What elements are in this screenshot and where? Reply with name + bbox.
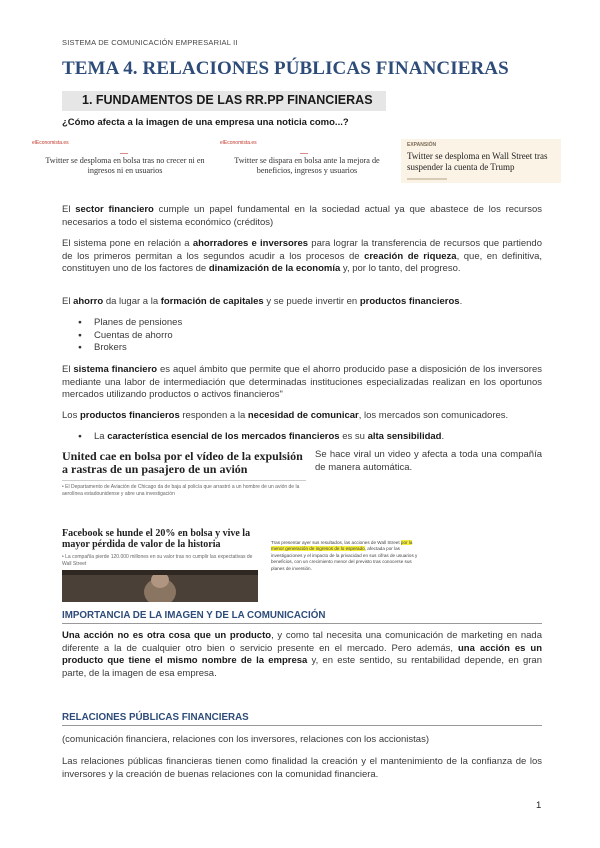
page-number: 1 xyxy=(536,800,542,811)
paragraph-sistema-financiero: El sistema financiero es aquel ámbito que permite que el ahorro producido pase a disposición de los inversores mediante una labor de intermediación que determinadas instituciones especializadas realizan en los oportunos mercados utilizando productos o activos financieros" xyxy=(62,364,542,401)
paragraph-finalidad: Las relaciones públicas financieras tienen como finalidad la creación y el mantenimiento de la confianza de los inversores y la creación de buenas relaciones con la comunidad financiera. xyxy=(62,756,542,780)
running-header: SISTEMA DE COMUNICACIÓN EMPRESARIAL II xyxy=(62,38,238,47)
list-item: ● Planes de pensiones xyxy=(78,317,182,330)
clipping-headline: Twitter se desploma en bolsa tras no crecer ni en ingresos ni en usuarios xyxy=(45,156,205,175)
divider xyxy=(300,153,308,154)
list-item: ● La característica esencial de los mercados financieros es su alta sensibilidad. xyxy=(78,431,444,444)
page-title: TEMA 4. RELACIONES PÚBLICAS FINANCIERAS xyxy=(62,58,509,79)
subheading-underline xyxy=(62,623,542,624)
divider xyxy=(62,480,306,481)
photo-dark-image xyxy=(62,570,258,602)
side-note: Se hace viral un video y afecta a toda una compañía de manera automática. xyxy=(315,449,542,473)
paragraph-ahorro: El ahorro da lugar a la formación de capitales y se puede invertir en productos financieros. xyxy=(62,296,463,307)
clipping-headline: United cae en bolsa por el vídeo de la expulsión a rastras de un pasajero de un avión xyxy=(62,449,303,476)
news-source-logo: elEconomista.es xyxy=(32,140,69,146)
clipping-subheadline: • El Departamento de Aviación de Chicago da de baja al policía que arrastró a un hombre de un avión de la aerolínea estadounidense y abre una investigación xyxy=(62,484,300,497)
highlighted-text: por la menor generación de ingresos de lo esperado xyxy=(271,540,413,552)
section-heading: 1. FUNDAMENTOS DE LAS RR.PP FINANCIERAS xyxy=(82,93,373,107)
subheading-rrpp-financieras: RELACIONES PÚBLICAS FINANCIERAS xyxy=(62,712,249,723)
products-list xyxy=(78,317,182,355)
news-clipping-2 xyxy=(218,139,394,185)
divider xyxy=(120,153,128,154)
clipping-headline: Twitter se dispara en bolsa ante la mejora de beneficios, ingresos y usuarios xyxy=(234,156,380,175)
news-source-logo: elEconomista.es xyxy=(220,140,257,146)
sensitivity-list xyxy=(78,431,444,444)
question-text: ¿Cómo afecta a la imagen de una empresa una noticia como...? xyxy=(62,117,349,128)
byline-line xyxy=(407,178,447,180)
clipping-body-text: Tras presentar ayer sus resultados, las acciones de Wall Street por la menor generación de ingresos de lo esperado, afectada por las investigaciones y el impacto de la privacidad en sus cifras de usuarios y beneficios, con un crecimiento menor del previsto tras conocerse sus planes de inversión. xyxy=(271,540,418,571)
news-clipping-facebook xyxy=(62,528,258,602)
list-item: ● Cuentas de ahorro xyxy=(78,330,182,343)
clipping-subheadline: • La compañía pierde 120.000 millones en su valor tras no cumplir las expectativas de Wall Street xyxy=(62,554,253,567)
news-source-logo: EXPANSIÓN xyxy=(407,142,437,148)
subheading-importancia: IMPORTANCIA DE LA IMAGEN Y DE LA COMUNICACIÓN xyxy=(62,610,326,621)
clipping-headline: Twitter se desploma en Wall Street tras suspender la cuenta de Trump xyxy=(407,151,548,172)
paragraph-comunicacion-financiera: (comunicación financiera, relaciones con los inversores, relaciones con los accionistas) xyxy=(62,734,429,745)
list-item: ● Brokers xyxy=(78,342,182,355)
paragraph-ahorradores: El sistema pone en relación a ahorradores e inversores para lograr la transferencia de recursos que partiendo de los primeros permitan a los segundos acudir a los procesos de creación de riqueza, que, en definitiva, constituyen uno de los factores de dinamización de la economía y, por lo tanto, del progreso. xyxy=(62,238,543,275)
section-heading-bar xyxy=(62,91,386,111)
news-clipping-3 xyxy=(401,139,561,183)
news-clipping-united xyxy=(62,450,306,497)
news-clipping-1 xyxy=(30,139,218,185)
paragraph-productos: Los productos financieros responden a la necesidad de comunicar, los mercados son comunicadores. xyxy=(62,410,509,421)
paragraph-accion-producto: Una acción no es otra cosa que un producto, y como tal necesita una comunicación de marketing en nada diferente a la de cualquier otro bien o servicio presente en el mercado. Pero además, una acción es un producto que tiene el mismo nombre de la empresa y, en este sentido, su rentabilidad depende, en gran parte, de la imagen de esa empresa. xyxy=(62,630,542,679)
subheading-underline xyxy=(62,725,542,726)
paragraph-sector-financiero: El sector financiero cumple un papel fundamental en la sociedad actual ya que abastece de los recursos necesarios a todo el sistema económico (créditos) xyxy=(62,204,542,228)
clipping-headline: Facebook se hunde el 20% en bolsa y vive la mayor pérdida de valor de la historia xyxy=(62,528,251,550)
